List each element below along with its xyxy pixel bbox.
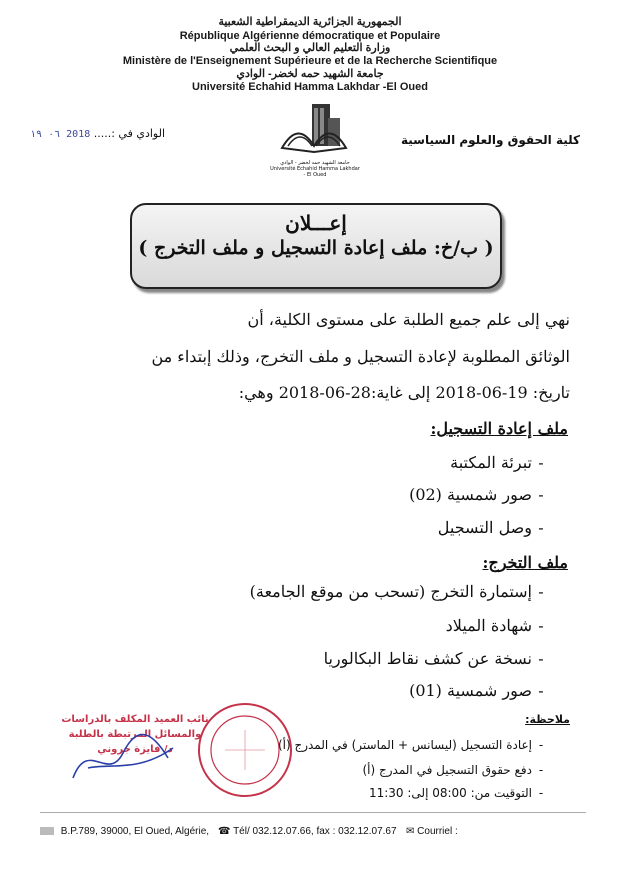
footer-divider xyxy=(40,812,586,813)
signatory-name: د/ فايزة جروني xyxy=(97,744,173,755)
graduation-file-title: ملف التخرج: xyxy=(482,553,568,572)
intro-line-1: نهي إلى علم جميع الطلبة على مستوى الكلية، أن xyxy=(247,310,570,329)
registration-item: -وصل التسجيل xyxy=(437,518,544,537)
registration-item: -صور شمسية (02) xyxy=(409,485,544,504)
date-line xyxy=(30,127,165,140)
graduation-item: -إستمارة التخرج (تسحب من موقع الجامعة) xyxy=(249,582,544,601)
graduation-item: -صور شمسية (01) xyxy=(409,681,544,700)
announcement-title-box xyxy=(130,203,502,289)
header-ministry-ar: وزارة التعليم العالي و البحث العلمي xyxy=(229,42,391,54)
envelope-icon: ✉ xyxy=(406,826,415,837)
note-item: -دفع حقوق التسجيل في المدرج (أ) xyxy=(362,763,544,777)
logo-caption xyxy=(270,160,360,178)
intro-line-2: الوثائق المطلوبة لإعادة التسجيل و ملف التخرج، وذلك إبتداء من xyxy=(151,347,570,366)
header-republic-ar: الجمهورية الجزائرية الديمقراطية الشعبية xyxy=(218,16,402,28)
header-university-ar: جامعة الشهيد حمه لخضر- الوادي xyxy=(236,68,384,80)
header-university-fr: Université Echahid Hamma Lakhdar -El Oued xyxy=(192,81,428,93)
footer-address: B.P.789, 39000, El Oued, Algérie, xyxy=(40,826,209,837)
graduation-item: -شهادة الميلاد xyxy=(445,616,544,635)
faculty-name: كلية الحقوق والعلوم السياسية xyxy=(400,133,580,147)
official-stamp-icon xyxy=(195,700,295,800)
graduation-item: -نسخة عن كشف نقاط البكالوريا xyxy=(323,649,544,668)
footer-contact: ☎ Tél/ 032.12.07.66, fax : 032.12.07.67 xyxy=(218,826,397,837)
notes-title: ملاحظة: xyxy=(525,713,570,726)
date-stamp: 2018 ٠٦ ١٩ xyxy=(30,129,91,140)
date-label: الوادي في :..... xyxy=(93,127,166,140)
signatory-title-2: والمسائل المرتبطة بالطلبة xyxy=(68,729,202,740)
signatory-title-1: نائب العميد المكلف بالدراسات xyxy=(61,714,209,725)
note-item: -إعادة التسجيل (ليسانس + الماستر) في المدرج (أ) xyxy=(277,738,544,752)
registration-file-title: ملف إعادة التسجيل: xyxy=(430,419,568,438)
footer-mail: ✉ Courriel : xyxy=(406,826,458,837)
phone-icon: ☎ xyxy=(218,826,231,837)
announcement-title: إعـــلان xyxy=(285,211,347,235)
note-item: -التوقيت من: 08:00 إلى: 11:30 xyxy=(368,786,544,800)
registration-item: -تبرئة المكتبة xyxy=(450,453,544,472)
intro-line-3: تاريخ: 19-06-2018 إلى غاية:28-06-2018 وهي: xyxy=(238,383,570,402)
mail-box-icon xyxy=(40,827,54,835)
header-republic-fr: République Algérienne démocratique et Populaire xyxy=(179,30,441,42)
header-ministry-fr: Ministère de l'Enseignement Supérieure et de la Recherche Scientifique xyxy=(122,55,498,67)
logo-caption-ar: جامعة الشهيد حمه لخضر - الوادي xyxy=(280,160,350,166)
university-logo-icon xyxy=(278,100,350,160)
signature-icon xyxy=(68,728,178,788)
announcement-subtitle: ( ب/خ: ملف إعادة التسجيل و ملف التخرج ) xyxy=(138,237,494,259)
logo-caption-fr: Université Echahid Hamma Lakhdar - El Oued xyxy=(270,166,360,178)
